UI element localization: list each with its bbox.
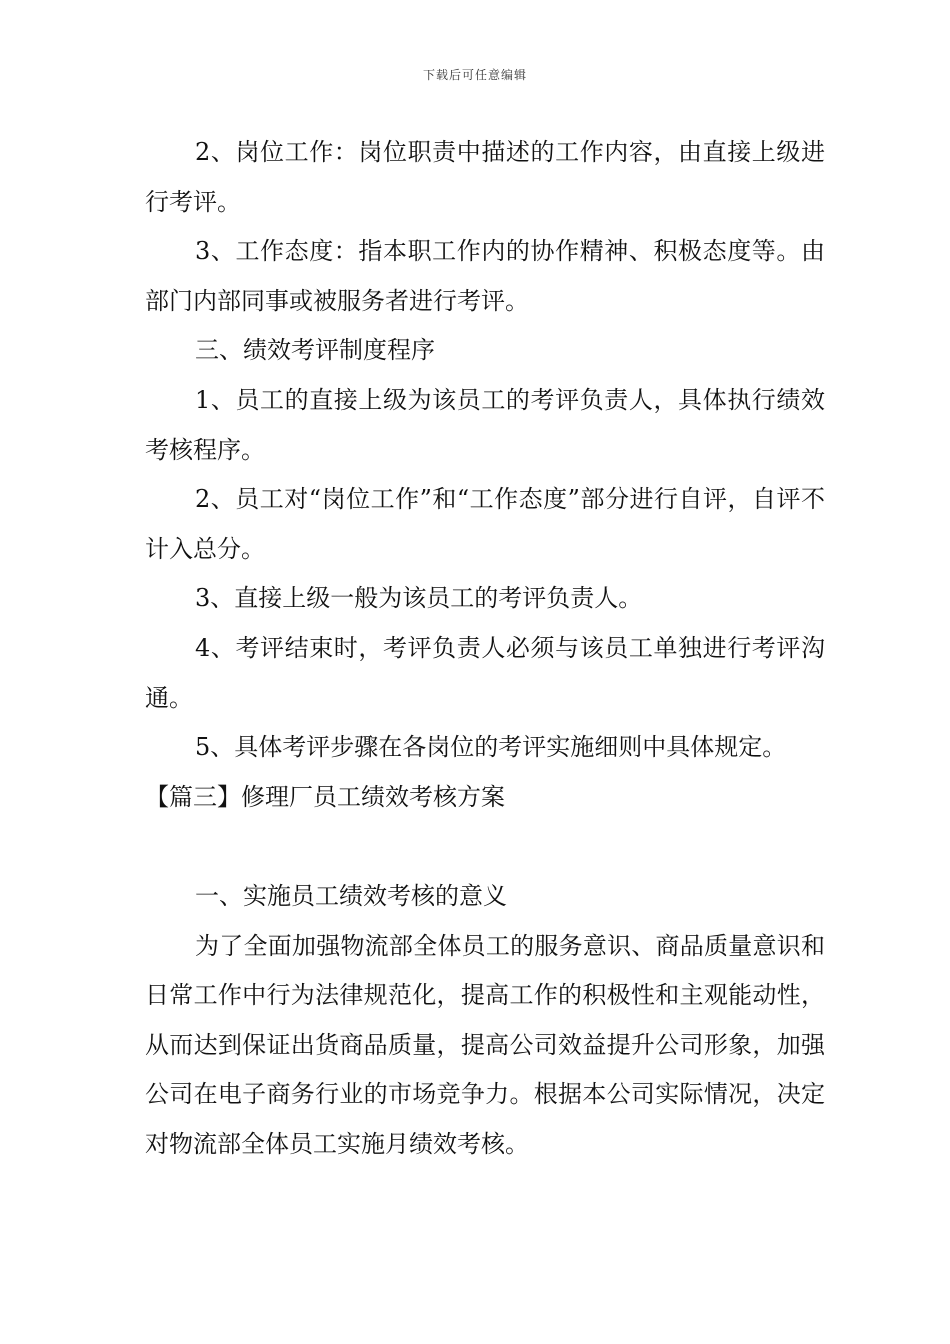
page-header-note: 下载后可任意编辑	[422, 68, 527, 82]
paragraph-job-work: 2、岗位工作：岗位职责中描述的工作内容，由直接上级进行考评。	[145, 138, 825, 216]
section-heading-significance: 一、实施员工绩效考核的意义	[195, 881, 507, 910]
paragraph-work-attitude: 3、工作态度：指本职工作内的协作精神、积极态度等。由部门内部同事或被服务者进行考评。	[145, 237, 825, 315]
paragraph-significance-body: 为了全面加强物流部全体员工的服务意识、商品质量意识和日常工作中行为法律规范化，提高工作的积极性和主观能动性，从而达到保证出货商品质量，提高公司效益提升公司形象，加强公司在电子商务行业的市场竞争力。根据本公司实际情况，决定对物流部全体员工实施月绩效考核。	[145, 931, 825, 1158]
paragraph-procedure-3: 3、直接上级一般为该员工的考评负责人。	[195, 584, 643, 613]
document-body	[145, 128, 825, 1169]
chapter-title-part-three: 【篇三】修理厂员工绩效考核方案	[145, 782, 505, 811]
paragraph-procedure-2: 2、员工对“岗位工作”和“工作态度”部分进行自评，自评不计入总分。	[145, 485, 825, 563]
paragraph-procedure-5: 5、具体考评步骤在各岗位的考评实施细则中具体规定。	[195, 733, 787, 762]
paragraph-procedure-1: 1、员工的直接上级为该员工的考评负责人，具体执行绩效考核程序。	[145, 385, 825, 464]
section-heading-procedure: 三、绩效考评制度程序	[195, 336, 435, 365]
paragraph-procedure-4: 4、考评结束时，考评负责人必须与该员工单独进行考评沟通。	[145, 633, 825, 712]
blank-line	[145, 822, 825, 872]
